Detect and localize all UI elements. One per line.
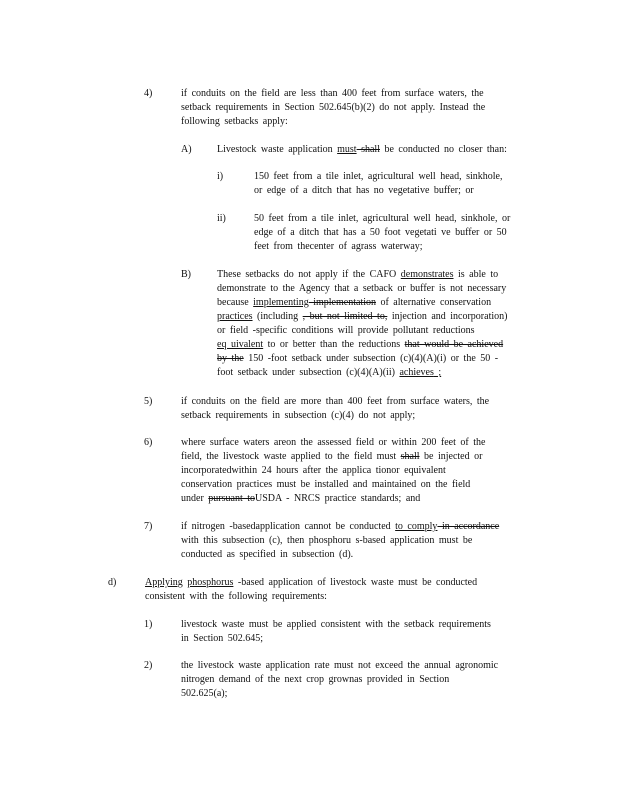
- text-line: under pursuant toUSDA - NRCS practice standards; and: [181, 493, 421, 504]
- text-line: Livestock waste application must shall be conducted no closer than:: [217, 144, 507, 155]
- text-line: if nitrogen -basedapplication cannot be conducted to comply in accordance: [181, 521, 500, 532]
- item-4b-text: [217, 268, 547, 380]
- text-line: Applying phosphorus -based application of livestock waste must be conducted: [145, 577, 478, 588]
- text-line: edge of a ditch that has a 50 foot vegetati ve buffer or 50: [254, 227, 507, 238]
- item-d1-label: 1): [144, 619, 153, 630]
- section-d-label: d): [108, 577, 117, 588]
- text-line: feet from thecenter of agrass waterway;: [254, 241, 423, 252]
- text-line: 50 feet from a tile inlet, agricultural well head, sinkhole, or: [254, 213, 511, 224]
- text-line: with this subsection (c), then phosphoru s-based application must be: [181, 535, 473, 546]
- text-line: eq uivalent to or better than the reductions that would be achieved: [217, 339, 504, 350]
- text-line: foot setback under subsection (c)(4)(A)(ii) achieves ;: [217, 367, 442, 378]
- text-line: in Section 502.645;: [181, 633, 264, 644]
- item-4a-label: A): [181, 144, 192, 155]
- text-line: conservation practices must be installed and maintained on the field: [181, 479, 471, 490]
- item-d2-label: 2): [144, 660, 153, 671]
- text-line: or field -specific conditions will provide pollutant reductions: [217, 325, 475, 336]
- item-4b-label: B): [181, 269, 191, 280]
- text-line: if conduits on the field are more than 400 feet from surface waters, the: [181, 396, 490, 407]
- item-7-label: 7): [144, 521, 153, 532]
- text-line: where surface waters areon the assessed field or within 200 feet of the: [181, 437, 486, 448]
- item-6-text: [181, 436, 541, 506]
- item-7-text: [181, 520, 546, 562]
- item-4a-ii-text: [254, 212, 554, 254]
- text-line: 502.625(a);: [181, 688, 228, 699]
- item-d2-text: [181, 659, 541, 701]
- text-line: nitrogen demand of the next crop grownas provided in Section: [181, 674, 450, 685]
- text-line: following setbacks apply:: [181, 116, 288, 127]
- text-line: or edge of a ditch that has no vegetative buffer; or: [254, 185, 474, 196]
- item-5-text: [181, 395, 541, 423]
- text-line: incorporatedwithin 24 hours after the applica tionor equivalent: [181, 465, 446, 476]
- text-line: setback requirements in Section 502.645(b)(2) do not apply. Instead the: [181, 102, 486, 113]
- text-line: field, the livestock waste applied to the field must shall be injected or: [181, 451, 483, 462]
- item-4a-ii-label: ii): [217, 213, 226, 224]
- item-6-label: 6): [144, 437, 153, 448]
- text-line: the livestock waste application rate must not exceed the annual agronomic: [181, 660, 499, 671]
- item-d1-text: [181, 618, 541, 646]
- item-5-label: 5): [144, 396, 153, 407]
- text-line: conducted as specified in subsection (d).: [181, 549, 354, 560]
- text-line: setback requirements in subsection (c)(4) do not apply;: [181, 410, 416, 421]
- item-4a-i-text: [254, 170, 554, 198]
- text-line: by the 150 -foot setback under subsection (c)(4)(A)(i) or the 50 -: [217, 353, 499, 364]
- text-line: because implementing implementation of alternative conservation: [217, 297, 492, 308]
- item-4a-text: [217, 143, 547, 157]
- section-d-text: [145, 576, 525, 604]
- item-4-label: 4): [144, 88, 153, 99]
- text-line: if conduits on the field are less than 400 feet from surface waters, the: [181, 88, 484, 99]
- item-4a-i-label: i): [217, 171, 224, 182]
- text-line: consistent with the following requirements:: [145, 591, 327, 602]
- text-line: livestock waste must be applied consistent with the setback requirements: [181, 619, 491, 630]
- text-line: These setbacks do not apply if the CAFO demonstrates is able to: [217, 269, 499, 280]
- item-4-text: [181, 87, 541, 129]
- text-line: demonstrate to the Agency that a setback or buffer is not necessary: [217, 283, 507, 294]
- text-line: practices (including , but not limited to, injection and incorporation): [217, 311, 508, 322]
- text-line: 150 feet from a tile inlet, agricultural well head, sinkhole,: [254, 171, 503, 182]
